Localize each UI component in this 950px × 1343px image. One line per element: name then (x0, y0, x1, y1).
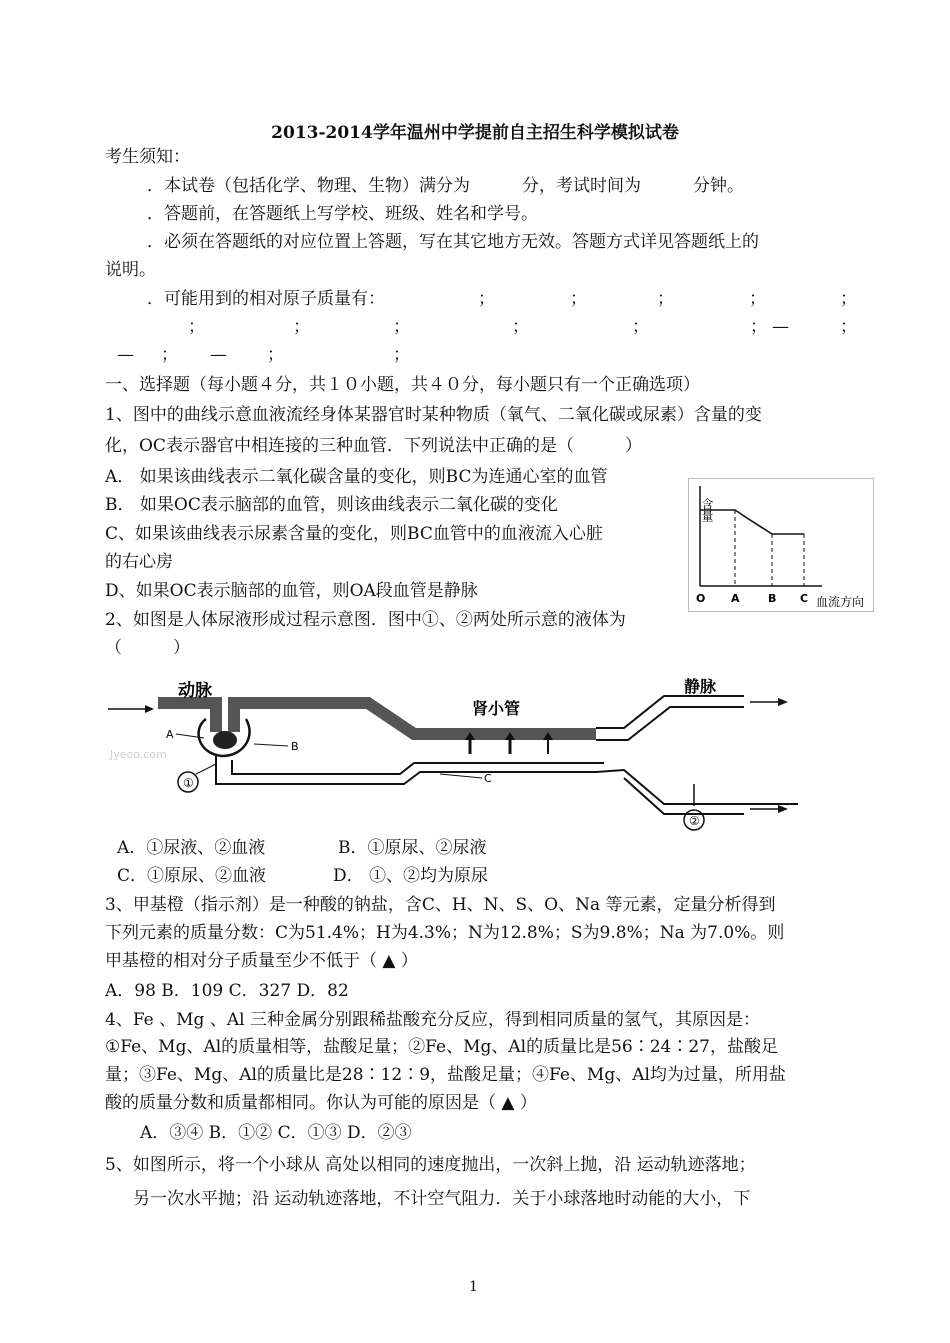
q1-option-d: D、如果OC表示脑部的血管，则OA段血管是静脉 (105, 581, 478, 601)
sep: ； (478, 289, 495, 309)
vein-lower-wall (596, 707, 744, 740)
sep: ； (393, 345, 410, 365)
q2-stem-2: （ ） (105, 638, 190, 658)
sep: ； (512, 317, 529, 337)
q2-option-a: A．①尿液、②血液 (117, 838, 266, 858)
notice-1-part-b: 分，考试时间为 (522, 176, 641, 196)
q1-stem-1: 1、图中的曲线示意血液流经身体某器官时某种物质（氧气、二氧化碳或尿素）含量的变 (105, 405, 762, 425)
q4-line-1: 4、Fe 、Mg 、Al 三种金属分别跟稀盐酸充分反应，得到相同质量的氢气，其原因是： (105, 1010, 760, 1030)
section-heading: 一、选择题（每小题４分，共１０小题，共４０分，每小题只有一个正确选项） (105, 375, 700, 395)
artery-label: 动脉 (178, 681, 212, 701)
q4-line-2: ①Fe、Mg、Al的质量相等，盐酸足量；②Fe、Mg、Al的质量比是56∶24∶27，盐酸足 (105, 1037, 778, 1057)
notice-item-3a: ．必须在答题纸的对应位置上答题，写在其它地方无效。答题方式详见答题纸上的 (147, 232, 759, 252)
q1-option-c-2: 的右心房 (105, 552, 173, 572)
sep: ； (570, 289, 587, 309)
page-number: 1 (469, 1279, 478, 1295)
tick-o: O (696, 592, 706, 605)
leader-c (440, 774, 482, 778)
q2-option-d: D． ①、②均为原尿 (333, 866, 489, 886)
label-b: B (291, 740, 299, 753)
collecting-duct-wall (624, 778, 744, 814)
content-curve-line (700, 510, 804, 534)
sep: ； (840, 289, 857, 309)
vein-arrowhead (778, 698, 788, 706)
marker-2: ② (689, 814, 700, 828)
q1-option-b: B． 如果OC表示脑部的血管，则该曲线表示二氧化碳的变化 (105, 495, 558, 515)
q3-line-2: 下列元素的质量分数：C为51.4%；H为4.3%；N为12.8%；S为9.8%；Na 为7.0%。则 (105, 923, 785, 943)
q4-options: A．③④ B．①② C．①③ D．②③ (140, 1123, 412, 1143)
watermark: Jyeoo.com (110, 748, 167, 761)
notice-1-part-a: ．本试卷（包括化学、物理、生物）满分为 (147, 176, 470, 196)
page-title: 2013-2014学年温州中学提前自主招生科学模拟试卷 (271, 123, 679, 143)
leader-b (254, 744, 288, 746)
sep: ； (293, 317, 310, 337)
sep: ； (188, 317, 205, 337)
sep: ； (840, 317, 857, 337)
urine-arrowhead (778, 805, 788, 813)
urine-formation-diagram (104, 674, 804, 834)
q1-option-c-1: C、如果该曲线表示尿素含量的变化，则BC血管中的血液流入心脏 (105, 524, 603, 544)
notice-item-1 (147, 175, 744, 197)
q2-option-c: C．①原尿、②血液 (117, 866, 267, 886)
sep: ； (632, 317, 649, 337)
sep: ； (161, 345, 178, 365)
tick-b: B (768, 592, 777, 605)
inflow-arrowhead (145, 705, 154, 713)
tubule-label: 肾小管 (472, 699, 521, 718)
tick-c: C (800, 592, 809, 605)
vein-upper-wall (596, 696, 744, 728)
notice-heading: 考生须知： (105, 147, 190, 167)
notice-1-part-c: 分钟。 (693, 176, 744, 196)
q1-option-a: A． 如果该曲线表示二氧化碳含量的变化，则BC为连通心室的血管 (105, 467, 608, 487)
q5-line-2: 另一次水平抛；沿 运动轨迹落地，不计空气阻力．关于小球落地时动能的大小，下 (133, 1189, 751, 1209)
notice-item-3b: 说明。 (105, 260, 156, 280)
content-curve-figure (688, 478, 874, 612)
label-c: C (484, 772, 492, 785)
sep: ； (393, 317, 410, 337)
q3-line-3: 甲基橙的相对分子质量至少不低于（ ▲ ） (105, 951, 418, 971)
q3-line-1: 3、甲基橙（指示剂）是一种酸的钠盐，含C、H、N、S、O、Na 等元素，定量分析得到 (105, 895, 776, 915)
q4-line-3: 量；③Fe、Mg、Al的质量比是28∶12∶9，盐酸足量；④Fe、Mg、Al均为过量，所用盐 (105, 1065, 786, 1085)
q2-option-b: B．①原尿、②尿液 (338, 838, 487, 858)
label-a: A (166, 728, 174, 741)
sep: ； (267, 345, 284, 365)
tick-a: A (731, 592, 740, 605)
vein-label: 静脉 (684, 677, 717, 696)
q5-line-1: 5、如图所示，将一个小球从 高处以相同的速度抛出，一次斜上抛，沿 运动轨迹落地； (105, 1155, 756, 1175)
notice-item-4: ．可能用到的相对原子质量有： (147, 289, 385, 309)
notice-item-2: ．答题前，在答题纸上写学校、班级、姓名和学号。 (147, 204, 538, 224)
leader-1 (196, 764, 216, 774)
sep: ； (750, 317, 767, 337)
y-axis-label: 含量 (700, 498, 714, 522)
q2-stem-1: 2、如图是人体尿液形成过程示意图．图中①、②两处所示意的液体为 (105, 610, 626, 630)
marker-1: ① (183, 776, 194, 790)
glomerulus (213, 731, 237, 749)
sep: ； (657, 289, 674, 309)
sep: ； (749, 289, 766, 309)
dash: — (210, 345, 227, 365)
x-axis-label: 血流方向 (816, 595, 865, 609)
artery-vessel (158, 703, 596, 734)
dash: — (117, 345, 134, 365)
dash: — (772, 317, 789, 337)
q1-stem-2: 化，OC表示器官中相连接的三种血管．下列说法中正确的是（ ） (105, 436, 642, 456)
q4-line-4: 酸的质量分数和质量都相同。你认为可能的原因是（ ▲ ） (105, 1093, 537, 1113)
q3-options: A．98 B．109 C．327 D．82 (105, 981, 349, 1001)
